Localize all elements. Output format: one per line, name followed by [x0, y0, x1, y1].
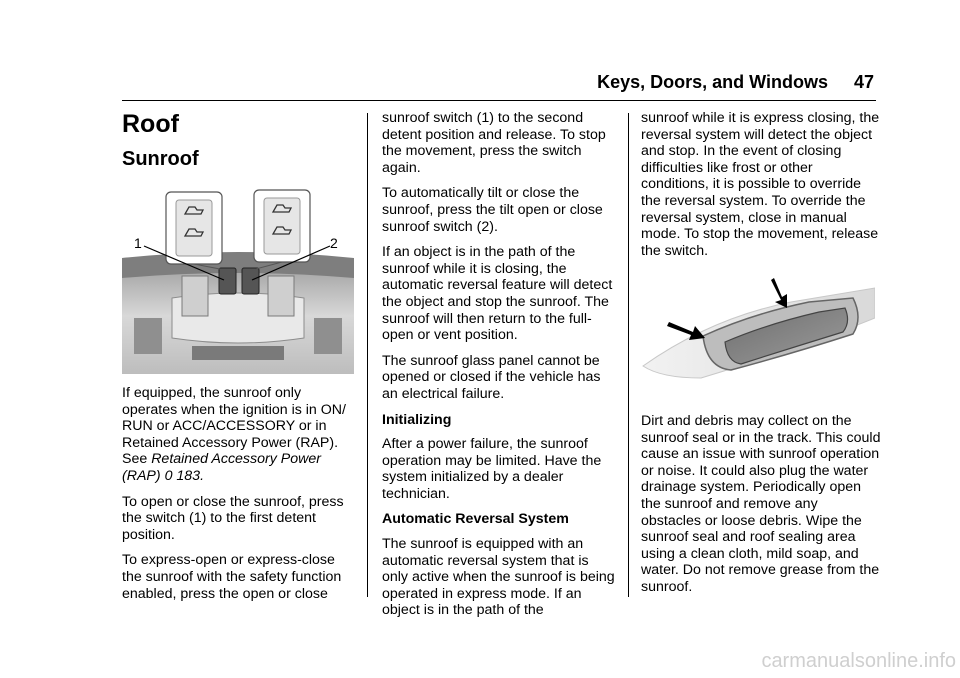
column-3	[641, 110, 881, 268]
column-1	[122, 385, 354, 611]
paragraph: If an object is in the path of the sunroof while it is closing, the automatic reversal feature will detect the object and stop the sunroof. The sunroof will then return to the full-open or vent position.	[382, 244, 613, 344]
subheading-initializing: Initializing	[382, 411, 452, 428]
callout-label-1: 1	[134, 235, 142, 251]
paragraph: Dirt and debris may collect on the sunroof seal or in the track. This could cause an issue with sunroof operation or noise. It could also plug the water drainage system. Periodically open the sunroof and remove any obstacles or loose debris. Wipe the sunroof seal and roof sealing area using a clean cloth, mild soap, and water. Do not remove grease from the sunroof.	[641, 413, 881, 595]
page-header-title: Keys, Doors, and Windows	[597, 72, 828, 92]
column-3-continued	[641, 413, 881, 605]
paragraph: After a power failure, the sunroof operation may be limited. Have the system initialized by a dealer technician.	[382, 436, 602, 502]
page-number: 47	[853, 72, 874, 92]
arrow-icon	[771, 278, 787, 308]
paragraph: If equipped, the sunroof only operates when the ignition is in ON/ RUN or ACC/ACCESSORY or in Retained Accessory Power (RAP). See Retained Accessory Power (RAP) 0 183.	[122, 385, 346, 484]
paragraph: The sunroof is equipped with an automatic reversal system that is only active when the sunroof is being operated in express mode. If an object is in the path of the	[382, 536, 615, 619]
section-heading: Roof	[122, 110, 179, 138]
paragraph: To express-open or express-close the sunroof with the safety function enabled, press the open or close	[122, 552, 342, 602]
subsection-heading: Sunroof	[122, 148, 199, 170]
header-rule	[122, 100, 876, 101]
column-2	[382, 110, 618, 628]
arrow-icon	[667, 322, 705, 340]
paragraph: To automatically tilt or close the sunroof, press the tilt open or close sunroof switch (2).	[382, 185, 603, 235]
watermark: carmanualsonline.info	[761, 650, 956, 672]
column-divider	[367, 113, 368, 597]
paragraph: To open or close the sunroof, press the switch (1) to the first detent position.	[122, 493, 344, 543]
cross-reference: Retained Accessory Power (RAP)	[122, 451, 321, 484]
sunroof-seal-figure	[641, 278, 875, 382]
column-divider	[628, 113, 629, 597]
sunroof-switch-figure	[122, 188, 354, 374]
subheading-automatic-reversal: Automatic Reversal System	[382, 511, 569, 528]
paragraph: sunroof switch (1) to the second detent position and release. To stop the movement, press the switch again.	[382, 110, 606, 176]
callout-label-2: 2	[330, 235, 338, 251]
paragraph: sunroof while it is express closing, the reversal system will detect the object and stop. In the event of closing difficulties like frost or other conditions, it is possible to override the reversal system. To override the reversal system, close in manual mode. To stop the movement, release the switch.	[641, 110, 880, 259]
paragraph: The sunroof glass panel cannot be opened or closed if the vehicle has an electrical failure.	[382, 352, 601, 402]
